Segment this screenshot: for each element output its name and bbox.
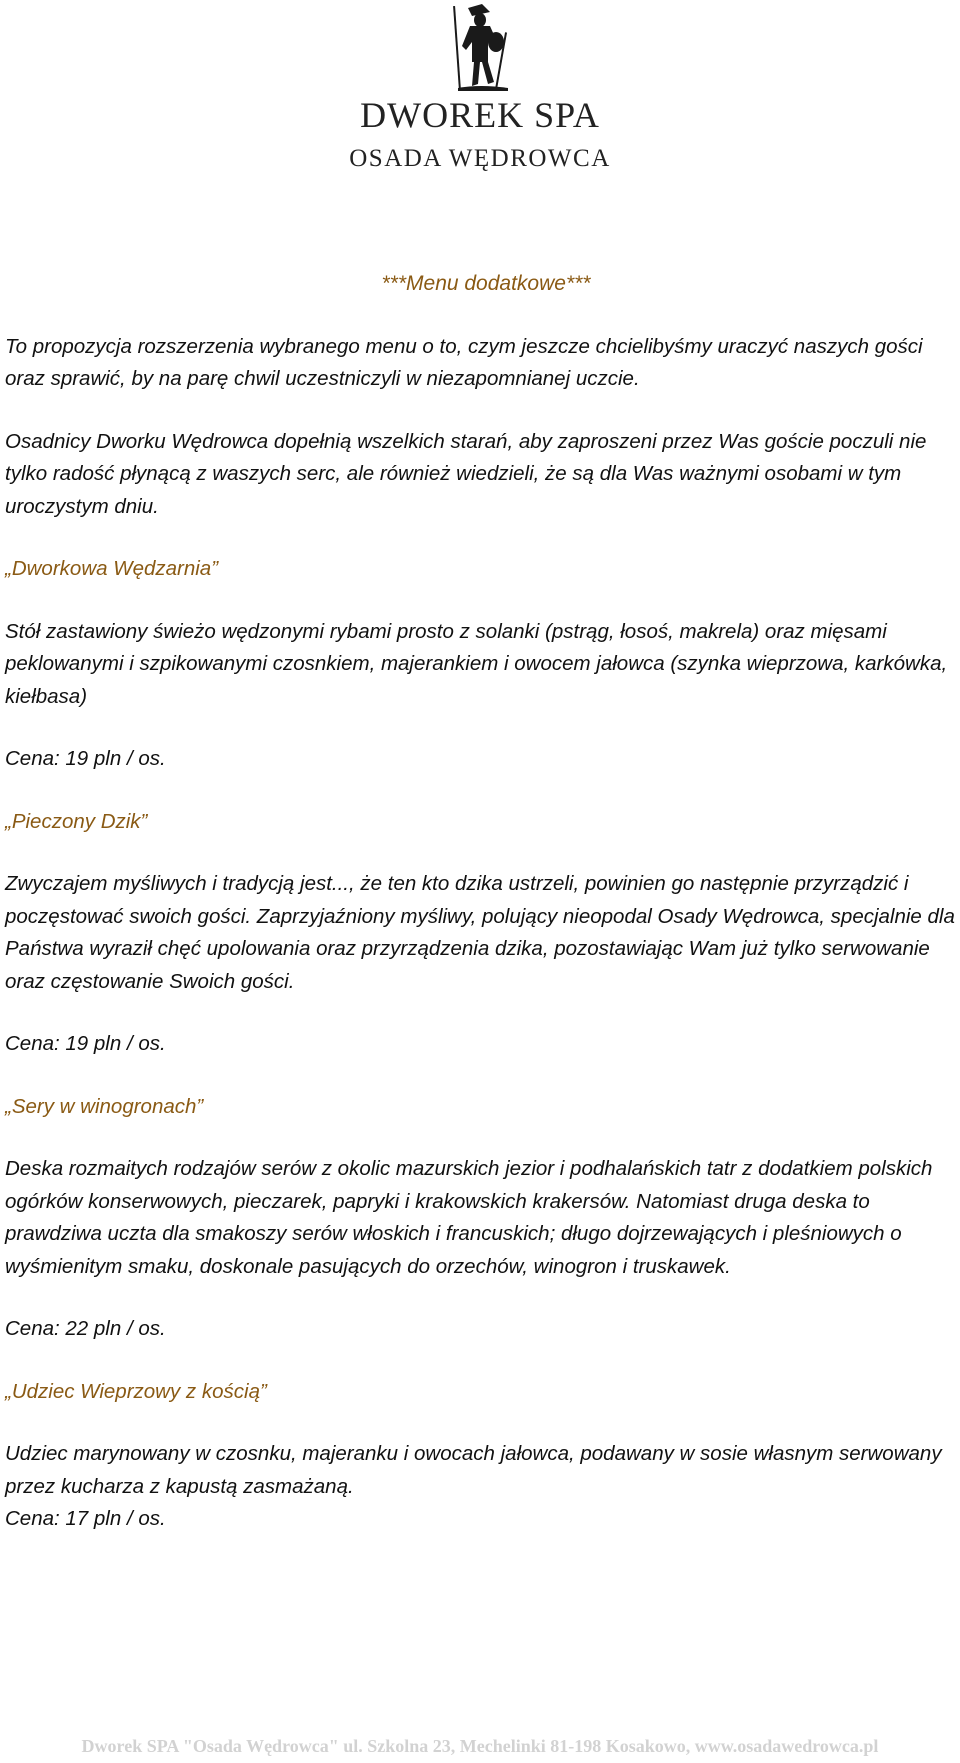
section-title: „Sery w winogronach” <box>5 1094 204 1118</box>
section-description: Udziec marynowany w czosnku, majeranku i owocach jałowca, podawany w sosie własnym serwowany przez kucharza z kapustą zasmażaną. <box>5 1442 942 1498</box>
intro-paragraph: Osadnicy Dworku Wędrowca dopełnią wszelkich starań, aby zaproszeni przez Was goście poczuli nie tylko radość płynącą z waszych serc, ale również wiedzieli, że są dla Was ważnymi osobami w tym uroczystym dniu. <box>5 429 927 518</box>
logo-subtitle: OSADA WĘDROWCA <box>349 145 611 172</box>
section-description: Zwyczajem myśliwych i tradycją jest..., że ten kto dzika ustrzeli, powinien go następnie przyrządzić i poczęstować swoich gości. Zaprzyjaźniony myśliwy, polujący nieopodal Osady Wędrowca, specjalnie dla Państwa wyraził chęć upolowania oraz przyrządzenia dzika, pozostawiając Wam już tylko serwowanie oraz częstowanie Swoich gości. <box>5 872 955 993</box>
section-price: Cena: 19 pln / os. <box>5 747 166 770</box>
menu-content <box>5 268 955 1536</box>
section-price: Cena: 22 pln / os. <box>5 1317 166 1340</box>
footer-address: Dworek SPA "Osada Wędrowca" ul. Szkolna 23, Mechelinki 81-198 Kosakowo, www.osadawedrowca.pl <box>81 1736 879 1756</box>
section-description: Deska rozmaitych rodzajów serów z okolic mazurskich jezior i podhalańskich tatr z dodatkiem polskich ogórków konserwowych, pieczarek, papryki i krakowskich krakersów. Natomiast druga deska to prawdziwa uczta dla smakoszy serów włoskich i francuskich; długo dojrzewających i pleśniowych o wyśmienitym smaku, doskonale pasujących do orzechów, winogron i truskawek. <box>5 1157 933 1278</box>
section-price: Cena: 17 pln / os. <box>5 1507 166 1530</box>
section-title: „Udziec Wieprzowy z kością” <box>5 1379 267 1403</box>
logo-title: DWOREK SPA <box>360 95 600 135</box>
logo <box>0 0 960 180</box>
section-description: Stół zastawiony świeżo wędzonymi rybami prosto z solanki (pstrąg, łosoś, makrela) oraz mięsami peklowanymi i szpikowanymi czosnkiem, majerankiem i owocem jałowca (szynka wieprzowa, karkówka, kiełbasa) <box>5 619 948 708</box>
section-title: „Dworkowa Wędzarnia” <box>5 557 219 580</box>
page-title: ***Menu dodatkowe*** <box>381 272 591 295</box>
wanderer-figure-icon <box>428 2 532 92</box>
section-price: Cena: 19 pln / os. <box>5 1032 166 1055</box>
section-title: „Pieczony Dzik” <box>5 809 148 833</box>
intro-paragraph: To propozycja rozszerzenia wybranego menu o to, czym jeszcze chcielibyśmy uraczyć naszych gości oraz sprawić, by na parę chwil uczestniczyli w niezapomnianej uczcie. <box>5 334 923 390</box>
